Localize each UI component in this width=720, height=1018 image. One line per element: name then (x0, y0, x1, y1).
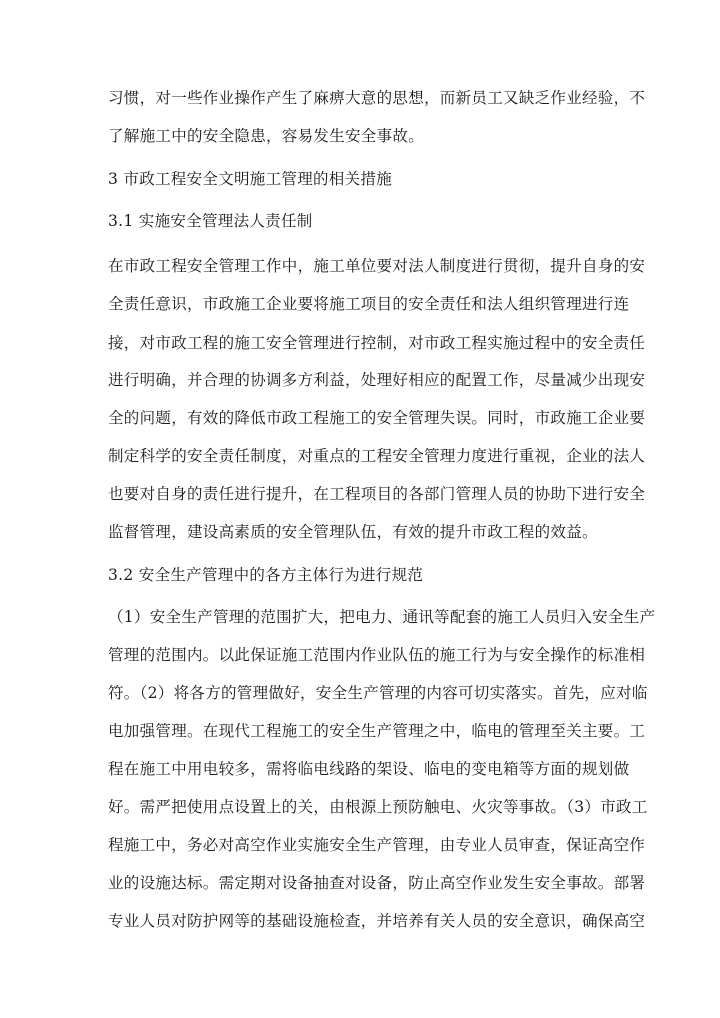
text-line: 全责任意识，市政施工企业要将施工项目的安全责任和法人组织管理进行连 (108, 295, 630, 313)
text-line: 符。（2）将各方的管理做好，安全生产管理的内容可切实落实。首先，应对临 (108, 684, 648, 702)
text-line: 也要对自身的责任进行提升，在工程项目的各部门管理人员的协助下进行安全 (108, 485, 646, 503)
text-line: 业的设施达标。需定期对设备抽查对设备，防止高空作业发生安全事故。部署 (108, 874, 646, 892)
text-line: 制定科学的安全责任制度，对重点的工程安全管理力度进行重视，企业的法人 (108, 447, 646, 465)
text-line: 全的问题，有效的降低市政工程施工的安全管理失误。同时，市政施工企业要 (108, 409, 646, 427)
text-line: 习惯，对一些作业操作产生了麻痹大意的思想，而新员工又缺乏作业经验，不 (108, 89, 646, 107)
subsection-heading: 3.2 安全生产管理中的各方主体行为进行规范 (108, 566, 424, 584)
text-line: 接，对市政工程的施工安全管理进行控制，对市政工程实施过程中的安全责任 (108, 334, 646, 352)
text-line: 管理的范围内。以此保证施工范围内作业队伍的施工行为与安全操作的标准相 (108, 646, 646, 664)
subsection-heading: 3.1 实施安全管理法人责任制 (108, 212, 313, 230)
text-line: 专业人员对防护网等的基础设施检查，并培养有关人员的安全意识，确保高空 (108, 912, 646, 930)
section-heading: 3 市政工程安全文明施工管理的相关措施 (108, 170, 392, 188)
text-line: 电加强管理。在现代工程施工的安全生产管理之中，临电的管理至关主要。工 (108, 722, 646, 740)
text-line: 程施工中，务必对高空作业实施安全生产管理，由专业人员审查，保证高空作 (108, 836, 646, 854)
text-line: 程在施工中用电较多，需将临电线路的架设、临电的变电箱等方面的规划做 (108, 760, 630, 778)
text-line: 监督管理，建设高素质的安全管理队伍，有效的提升市政工程的效益。 (108, 523, 598, 541)
text-line: （1）安全生产管理的范围扩大，把电力、通讯等配套的施工人员归入安全生产 (108, 608, 656, 626)
text-line: 好。需严把使用点设置上的关，由根源上预防触电、火灾等事故。（3）市政工 (108, 798, 648, 816)
text-line: 进行明确，并合理的协调多方利益，处理好相应的配置工作，尽量减少出现安 (108, 371, 646, 389)
text-line: 了解施工中的安全隐患，容易发生安全事故。 (108, 127, 425, 145)
text-line: 在市政工程安全管理工作中，施工单位要对法人制度进行贯彻，提升自身的安 (108, 257, 646, 275)
